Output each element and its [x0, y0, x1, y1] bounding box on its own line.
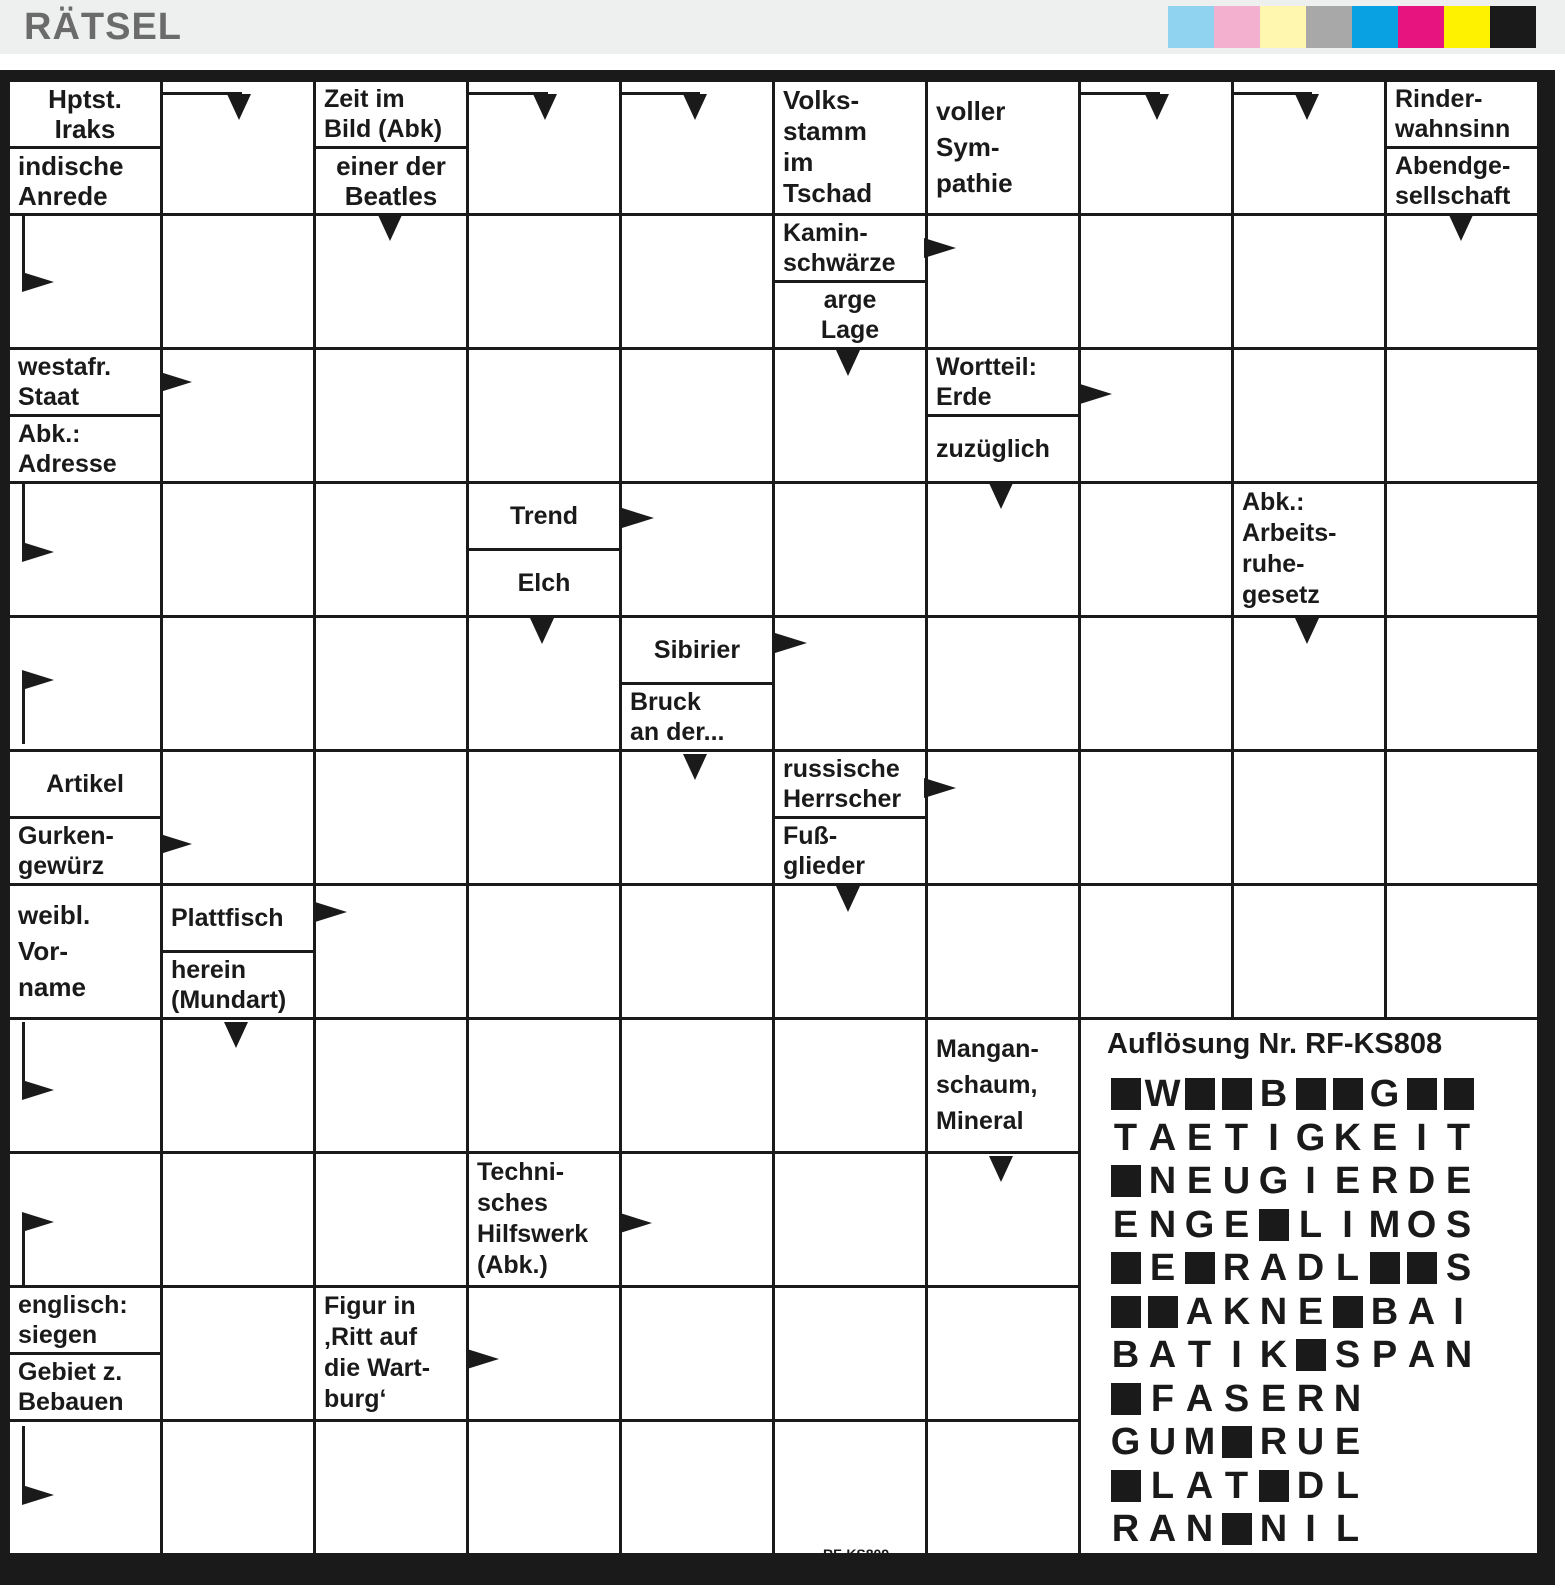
solution-letter: K: [1222, 1290, 1251, 1333]
solution-letter: A: [1185, 1290, 1214, 1333]
solution-letter: T: [1224, 1116, 1249, 1159]
solution-letter: N: [1148, 1203, 1177, 1246]
arrow-down-icon: [530, 618, 554, 644]
solution-letter: B: [1111, 1334, 1140, 1376]
clue-text: Mangan- schaum, Mineral: [928, 1020, 1078, 1151]
clue-text: Hptst. Iraks: [10, 82, 160, 146]
arrow-stem: [1080, 92, 1160, 95]
arrow-stem: [22, 1426, 25, 1494]
solution-letter: N: [1148, 1160, 1177, 1202]
solution-row: [1107, 1161, 1477, 1201]
solution-letter: I: [1231, 1334, 1242, 1376]
grid-cell[interactable]: [469, 1422, 619, 1553]
solution-block: [1107, 1248, 1144, 1288]
solution-letter: I: [1453, 1290, 1464, 1333]
solution-letter: T: [1187, 1334, 1212, 1376]
solution-row: [1107, 1335, 1477, 1375]
solution-letter: U: [1296, 1421, 1325, 1463]
solution-block: [1107, 1161, 1144, 1201]
arrow-down-icon: [224, 1022, 248, 1048]
solution-letter: L: [1298, 1203, 1323, 1246]
clue-text: Volks- stamm im Tschad: [775, 82, 925, 213]
clue-text: einer der Beatles: [316, 149, 466, 213]
grid-cell[interactable]: [1387, 618, 1537, 749]
solution-letter: A: [1185, 1377, 1214, 1420]
arrow-down-icon: [1295, 94, 1319, 120]
arrow-down-icon: [378, 215, 402, 241]
clue-text: russische Herrscher: [775, 752, 925, 816]
solution-block: [1440, 1074, 1477, 1114]
clue-text: zuzüglich: [928, 417, 1078, 481]
clue-text: indische Anrede: [10, 149, 160, 213]
arrow-right-icon: [22, 542, 54, 562]
arrow-stem: [468, 92, 548, 95]
solution-letter: P: [1371, 1334, 1398, 1376]
clue-text: weibl. Vor- name: [10, 886, 160, 1017]
solution-letter: D: [1296, 1247, 1325, 1289]
grid-cell[interactable]: [469, 886, 619, 1017]
solution-block: [1366, 1248, 1403, 1288]
clue-text: herein (Mundart): [163, 953, 313, 1017]
clue-text: Wortteil: Erde: [928, 350, 1078, 414]
solution-letter: F: [1150, 1377, 1175, 1420]
solution-letter: A: [1185, 1464, 1214, 1507]
solution-letter: K: [1259, 1334, 1288, 1376]
arrow-stem: [1232, 92, 1312, 95]
color-swatch: [1260, 6, 1306, 48]
solution-letter: A: [1148, 1334, 1177, 1376]
solution-letter: I: [1305, 1508, 1316, 1550]
clue-text: Abk.: Arbeits- ruhe- gesetz: [1234, 484, 1384, 615]
arrow-down-icon: [1449, 215, 1473, 241]
solution-letter: T: [1224, 1464, 1249, 1507]
solution-letter: D: [1296, 1464, 1325, 1507]
solution-letter: S: [1445, 1203, 1472, 1246]
solution-block: [1218, 1074, 1255, 1114]
solution-block: [1329, 1074, 1366, 1114]
solution-letter: O: [1406, 1203, 1437, 1246]
solution-block: [1218, 1422, 1255, 1462]
solution-letter: E: [1186, 1160, 1213, 1202]
solution-letter: E: [1445, 1160, 1472, 1202]
grid-cell[interactable]: [775, 1154, 925, 1285]
solution-row: [1107, 1248, 1477, 1288]
solution-letter: E: [1334, 1160, 1361, 1202]
clue-text: Figur in ‚Ritt auf die Wart- burg‘: [316, 1288, 466, 1419]
clue-text: Plattfisch: [163, 886, 313, 950]
grid-cell[interactable]: [775, 484, 925, 615]
arrow-down-icon: [1145, 94, 1169, 120]
clue-text: englisch: siegen: [10, 1288, 160, 1352]
solution-letter: E: [1371, 1116, 1398, 1159]
grid-cell[interactable]: [1387, 886, 1537, 1017]
clue-text: Gurken- gewürz: [10, 819, 160, 883]
solution-letter: E: [1297, 1290, 1324, 1333]
grid-cell[interactable]: [163, 1154, 313, 1285]
clue-text: Kamin- schwärze: [775, 216, 925, 280]
arrow-right-icon: [924, 238, 956, 258]
grid-cell[interactable]: [928, 618, 1078, 749]
arrow-right-icon: [160, 834, 192, 854]
solution-letter: B: [1259, 1073, 1288, 1115]
solution-block: [1329, 1292, 1366, 1332]
solution-letter: G: [1110, 1421, 1141, 1463]
solution-block: [1255, 1466, 1292, 1506]
solution-letter: G: [1369, 1073, 1400, 1115]
solution-letter: N: [1333, 1377, 1362, 1420]
arrow-right-icon: [620, 1213, 652, 1233]
grid-cell[interactable]: [622, 484, 772, 615]
arrow-right-icon: [622, 508, 654, 528]
grid-cell[interactable]: [469, 216, 619, 347]
solution-letter: A: [1148, 1508, 1177, 1550]
solution-row: [1107, 1466, 1366, 1506]
solution-block: [1255, 1205, 1292, 1245]
solution-block: [1292, 1335, 1329, 1375]
grid-cell[interactable]: [163, 350, 313, 481]
arrow-down-icon: [533, 94, 557, 120]
grid-cell[interactable]: [928, 1288, 1078, 1419]
grid-cell[interactable]: [163, 618, 313, 749]
grid-cell[interactable]: [775, 1288, 925, 1419]
grid-cell[interactable]: [1081, 484, 1231, 615]
solution-block: [1107, 1379, 1144, 1419]
solution-block: [1107, 1074, 1144, 1114]
solution-row: [1107, 1379, 1366, 1419]
arrow-right-icon: [22, 272, 54, 292]
grid-cell[interactable]: [1081, 350, 1231, 481]
clue-text: arge Lage: [775, 283, 925, 347]
solution-letter: L: [1335, 1464, 1360, 1507]
solution-letter: I: [1416, 1116, 1427, 1159]
grid-cell[interactable]: [469, 1020, 619, 1151]
solution-letter: T: [1113, 1116, 1138, 1159]
grid-cell[interactable]: [622, 1288, 772, 1419]
clue-text: westafr. Staat: [10, 350, 160, 414]
solution-letter: S: [1445, 1247, 1472, 1289]
grid-cell[interactable]: [928, 886, 1078, 1017]
solution-letter: I: [1305, 1160, 1316, 1202]
solution-letter: R: [1370, 1160, 1399, 1202]
grid-cell[interactable]: [622, 1020, 772, 1151]
solution-letter: E: [1260, 1377, 1287, 1420]
grid-cell[interactable]: [316, 484, 466, 615]
solution-letter: E: [1334, 1421, 1361, 1463]
solution-letter: N: [1259, 1508, 1288, 1550]
arrow-stem: [620, 92, 700, 95]
color-swatch: [1398, 6, 1444, 48]
arrow-right-icon: [924, 778, 956, 798]
solution-row: [1107, 1422, 1366, 1462]
grid-cell[interactable]: [163, 216, 313, 347]
clue-text: Techni- sches Hilfswerk (Abk.): [469, 1154, 619, 1285]
grid-cell[interactable]: [928, 752, 1078, 883]
solution-letter: U: [1222, 1160, 1251, 1202]
clue-text: Artikel: [10, 752, 160, 816]
grid-cell[interactable]: [163, 1422, 313, 1553]
solution-letter: L: [1150, 1464, 1175, 1507]
clue-text: Gebiet z. Bebauen: [10, 1355, 160, 1419]
clue-text: Zeit im Bild (Abk): [316, 82, 466, 146]
grid-cell[interactable]: [316, 350, 466, 481]
clue-text: Rinder- wahnsinn: [1387, 82, 1537, 146]
solution-letter: R: [1222, 1247, 1251, 1289]
solution-row: [1107, 1074, 1477, 1114]
grid-cell[interactable]: [1387, 350, 1537, 481]
solution-letter: S: [1223, 1377, 1250, 1420]
grid-cell[interactable]: [1234, 752, 1384, 883]
solution-block: [1403, 1248, 1440, 1288]
grid-cell[interactable]: [622, 886, 772, 1017]
solution-block: [1181, 1074, 1218, 1114]
grid-cell[interactable]: [316, 1422, 466, 1553]
arrow-right-icon: [1080, 384, 1112, 404]
solution-letter: M: [1368, 1203, 1401, 1246]
solution-letter: G: [1295, 1116, 1326, 1159]
color-swatch: [1490, 6, 1536, 48]
solution-letter: I: [1268, 1116, 1279, 1159]
arrow-down-icon: [1295, 618, 1319, 644]
solution-letter: L: [1335, 1247, 1360, 1289]
arrow-down-icon: [989, 1156, 1013, 1182]
solution-letter: A: [1259, 1247, 1288, 1289]
solution-letter: N: [1259, 1290, 1288, 1333]
solution-block: [1292, 1074, 1329, 1114]
grid-cell[interactable]: [316, 1020, 466, 1151]
arrow-right-icon: [467, 1349, 499, 1369]
solution-row: [1107, 1205, 1477, 1245]
grid-cell[interactable]: [316, 618, 466, 749]
solution-letter: A: [1148, 1116, 1177, 1159]
solution-letter: N: [1444, 1334, 1473, 1376]
grid-cell[interactable]: [1234, 350, 1384, 481]
solution-letter: I: [1342, 1203, 1353, 1246]
solution-block: [1218, 1509, 1255, 1549]
solution-letter: B: [1370, 1290, 1399, 1333]
solution-block: [1144, 1292, 1181, 1332]
solution-panel: [1081, 1020, 1537, 1553]
solution-letter: R: [1259, 1421, 1288, 1463]
color-swatch: [1214, 6, 1260, 48]
solution-block: [1107, 1466, 1144, 1506]
grid-cell[interactable]: [1234, 216, 1384, 347]
solution-letter: M: [1183, 1421, 1216, 1463]
color-swatches: [1168, 6, 1536, 48]
arrow-right-icon: [160, 372, 192, 392]
solution-row: [1107, 1292, 1477, 1332]
solution-letter: T: [1446, 1116, 1471, 1159]
solution-letter: E: [1149, 1247, 1176, 1289]
color-swatch: [1306, 6, 1352, 48]
solution-block: [1403, 1074, 1440, 1114]
solution-row: [1107, 1118, 1477, 1158]
clue-text: Elch: [469, 551, 619, 615]
grid-cell[interactable]: [469, 752, 619, 883]
solution-title: Auflösung Nr. RF-KS808: [1107, 1028, 1443, 1060]
crossword-board: [0, 70, 1555, 1585]
solution-letter: N: [1185, 1508, 1214, 1550]
puzzle-code: RF-KS809: [823, 1546, 890, 1562]
arrow-stem: [162, 92, 242, 95]
grid-cell[interactable]: [1387, 484, 1537, 615]
solution-block: [1181, 1248, 1218, 1288]
grid-cell[interactable]: [163, 1288, 313, 1419]
grid-cell[interactable]: [622, 1422, 772, 1553]
arrow-stem: [22, 1220, 25, 1288]
arrow-stem: [22, 215, 25, 283]
grid-cell[interactable]: [1387, 752, 1537, 883]
solution-letter: U: [1148, 1421, 1177, 1463]
grid-cell[interactable]: [1234, 886, 1384, 1017]
clue-text: Abk.: Adresse: [10, 417, 160, 481]
solution-letter: R: [1296, 1377, 1325, 1420]
solution-letter: S: [1334, 1334, 1361, 1376]
arrow-right-icon: [22, 1212, 54, 1232]
arrow-down-icon: [683, 94, 707, 120]
grid-cell[interactable]: [1081, 752, 1231, 883]
grid-cell[interactable]: [775, 1422, 925, 1553]
color-swatch: [1168, 6, 1214, 48]
arrow-right-icon: [22, 670, 54, 690]
arrow-stem: [22, 676, 25, 744]
clue-text: Abendge- sellschaft: [1387, 149, 1537, 213]
grid-cell[interactable]: [622, 216, 772, 347]
arrow-right-icon: [22, 1485, 54, 1505]
solution-letter: E: [1112, 1203, 1139, 1246]
page-title: RÄTSEL: [24, 6, 182, 48]
clue-text: voller Sym- pathie: [928, 82, 1078, 213]
grid-cell[interactable]: [928, 1422, 1078, 1553]
solution-letter: G: [1258, 1160, 1289, 1202]
solution-letter: A: [1407, 1290, 1436, 1333]
clue-text: Bruck an der...: [622, 685, 772, 749]
grid-cell[interactable]: [316, 1154, 466, 1285]
color-swatch: [1444, 6, 1490, 48]
grid-cell[interactable]: [1081, 886, 1231, 1017]
solution-letter: A: [1407, 1334, 1436, 1376]
arrow-right-icon: [315, 902, 347, 922]
solution-letter: L: [1335, 1508, 1360, 1550]
grid-cell[interactable]: [469, 350, 619, 481]
header-bar: [0, 0, 1565, 54]
grid-cell[interactable]: [775, 1020, 925, 1151]
arrow-down-icon: [836, 886, 860, 912]
arrow-right-icon: [22, 1080, 54, 1100]
solution-letter: K: [1333, 1116, 1362, 1159]
grid-cell[interactable]: [163, 752, 313, 883]
color-swatch: [1352, 6, 1398, 48]
clue-text: Sibirier: [622, 618, 772, 682]
grid-cell[interactable]: [163, 484, 313, 615]
grid-cell[interactable]: [1081, 618, 1231, 749]
grid-cell[interactable]: [316, 752, 466, 883]
grid-cell[interactable]: [1081, 216, 1231, 347]
grid-cell[interactable]: [622, 350, 772, 481]
solution-letter: D: [1407, 1160, 1436, 1202]
arrow-stem: [22, 484, 25, 552]
clue-text: Trend: [469, 484, 619, 548]
arrow-down-icon: [989, 483, 1013, 509]
solution-block: [1107, 1292, 1144, 1332]
solution-letter: R: [1111, 1508, 1140, 1550]
arrow-stem: [22, 1022, 25, 1090]
grid-cell[interactable]: [928, 216, 1078, 347]
solution-letter: G: [1184, 1203, 1215, 1246]
solution-letter: W: [1144, 1073, 1181, 1115]
arrow-down-icon: [227, 94, 251, 120]
arrow-down-icon: [683, 754, 707, 780]
arrow-right-icon: [775, 633, 807, 653]
clue-text: Fuß- glieder: [775, 819, 925, 883]
arrow-down-icon: [836, 350, 860, 376]
solution-letter: E: [1186, 1116, 1213, 1159]
solution-letter: E: [1223, 1203, 1250, 1246]
solution-row: [1107, 1509, 1366, 1549]
